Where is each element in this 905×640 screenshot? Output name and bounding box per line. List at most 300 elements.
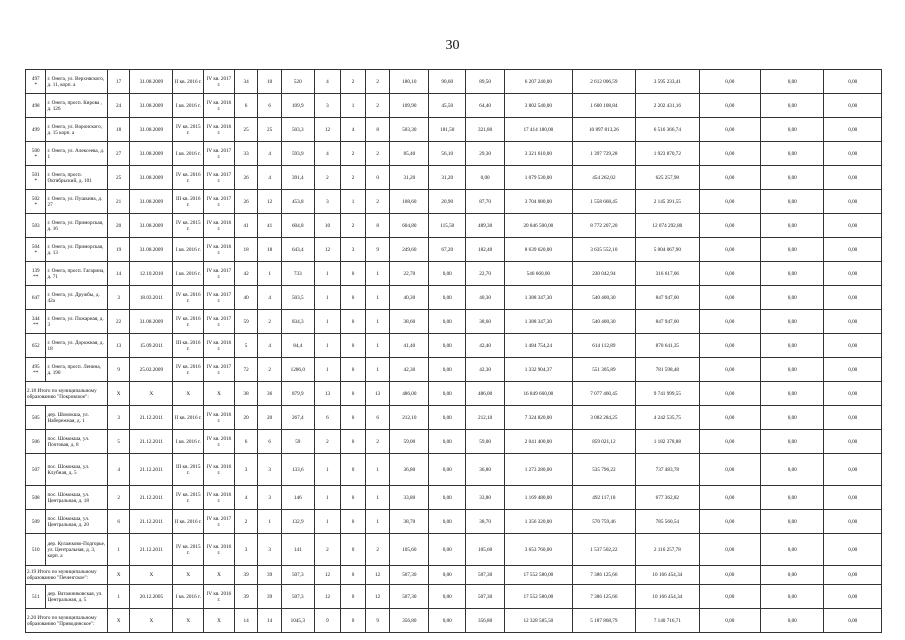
table-cell: 546 660,00	[505, 262, 573, 286]
table-cell: 510	[26, 534, 46, 566]
table-cell: 9	[365, 609, 390, 633]
table-cell: IV кв. 2016 г.	[204, 585, 235, 609]
table-cell: 344 **	[26, 310, 46, 334]
table-cell: X	[107, 609, 130, 633]
table-cell: г. Онега, просп. Октябрьский, д. 101	[46, 166, 107, 190]
table-cell: 2	[314, 534, 341, 566]
table-cell: 0,00	[429, 358, 466, 382]
table-cell: 0,00	[824, 486, 882, 510]
table-cell: IV кв. 2016 г.	[173, 358, 204, 382]
table-cell: 499	[26, 118, 46, 142]
table-cell: 17 552 580,00	[505, 566, 573, 585]
table-cell: 1 332 904,37	[505, 358, 573, 382]
table-cell: 41	[234, 214, 258, 238]
table-cell: 0,00	[466, 166, 505, 190]
table-cell: 0,00	[761, 609, 824, 633]
table-cell: 511	[26, 585, 46, 609]
table-cell: 39	[258, 585, 282, 609]
table-cell: 0,00	[429, 262, 466, 286]
subtotal-row	[26, 566, 882, 585]
table-cell: II кв. 2016 г.	[173, 70, 204, 94]
subtotal-label: 2.19 Итого по муниципальному образованию "Печенгское":	[26, 566, 108, 585]
table-cell: IV кв. 2016 г.	[204, 430, 235, 454]
table-cell: 8	[365, 214, 390, 238]
table-cell: 0,00	[699, 609, 760, 633]
table-cell: 0,00	[761, 454, 824, 486]
table-cell: 3 635 552,10	[572, 238, 635, 262]
table-cell: 0,00	[699, 430, 760, 454]
table-cell: 4	[258, 166, 282, 190]
table-cell: 18	[107, 118, 130, 142]
table-cell: 6	[365, 406, 390, 430]
table-cell: X	[107, 566, 130, 585]
table-cell: 12	[314, 585, 341, 609]
table-cell: 0,00	[824, 534, 882, 566]
table-cell: 89,50	[466, 70, 505, 94]
table-cell: IV кв. 2015 г.	[173, 486, 204, 510]
table-cell: 40	[234, 286, 258, 310]
table-cell: 59	[234, 310, 258, 334]
table-cell: 230 042,94	[572, 262, 635, 286]
table-row	[26, 286, 882, 310]
table-row	[26, 142, 882, 166]
table-cell: 647	[26, 286, 46, 310]
table-cell: 5	[107, 430, 130, 454]
table-cell: 33	[234, 142, 258, 166]
table-cell: 1 169 480,00	[505, 486, 573, 510]
table-cell: 0	[341, 510, 366, 534]
table-cell: 3	[258, 454, 282, 486]
table-cell: 56,10	[429, 142, 466, 166]
table-cell: 507	[26, 454, 46, 486]
table-row	[26, 334, 882, 358]
table-cell: 10 897 813,26	[572, 118, 635, 142]
table-cell: 181,50	[429, 118, 466, 142]
table-cell: 0	[341, 430, 366, 454]
table-cell: 0,00	[824, 142, 882, 166]
table-cell: 0,00	[429, 382, 466, 406]
table-cell: IV кв. 2017 г.	[204, 142, 235, 166]
table-cell: 486,00	[466, 382, 505, 406]
table-cell: 0,00	[761, 534, 824, 566]
table-cell: 498	[26, 94, 46, 118]
table-cell: 1	[365, 334, 390, 358]
table-cell: 0,00	[824, 310, 882, 334]
table-cell: 0,00	[824, 262, 882, 286]
table-cell: 39	[234, 566, 258, 585]
table-cell: 12 074 292,80	[636, 214, 699, 238]
table-row	[26, 190, 882, 214]
table-cell: 834,3	[281, 310, 314, 334]
table-cell: X	[173, 609, 204, 633]
table-row	[26, 310, 882, 334]
table-cell: г. Онега, ул. Дружбы, д. 42а	[46, 286, 107, 310]
table-cell: 1 356 320,00	[505, 510, 573, 534]
table-cell: IV кв. 2015 г.	[173, 214, 204, 238]
subtotal-row	[26, 609, 882, 633]
table-cell: 0,00	[761, 214, 824, 238]
table-cell: 0,00	[761, 406, 824, 430]
table-cell: 9	[314, 609, 341, 633]
table-cell: 42,30	[390, 358, 429, 382]
table-cell: 2	[365, 190, 390, 214]
table-cell: 22,70	[390, 262, 429, 286]
table-cell: 0,00	[824, 382, 882, 406]
table-cell: 0,00	[429, 534, 466, 566]
table-cell: 105,60	[466, 534, 505, 566]
table-cell: 0	[341, 334, 366, 358]
table-cell: 0	[341, 534, 366, 566]
table-cell: IV кв. 2016 г.	[204, 406, 235, 430]
table-cell: 0,00	[429, 406, 466, 430]
table-cell: 59,00	[390, 430, 429, 454]
table-cell: 31.08.2009	[130, 70, 173, 94]
table-cell: 551 305,89	[572, 358, 635, 382]
table-cell: 507,30	[390, 566, 429, 585]
table-cell: 20 846 500,00	[505, 214, 573, 238]
table-row	[26, 118, 882, 142]
table-cell: 0,00	[699, 94, 760, 118]
table-cell: 38,60	[390, 310, 429, 334]
table-cell: 1	[314, 454, 341, 486]
table-cell: 12	[314, 566, 341, 585]
table-cell: 18.03.2011	[130, 286, 173, 310]
table-cell: 7 324 820,00	[505, 406, 573, 430]
page-number: 30	[445, 38, 460, 53]
table-cell: 1	[365, 262, 390, 286]
table-cell: 42	[234, 262, 258, 286]
table-cell: 503	[26, 214, 46, 238]
table-cell: 4	[258, 142, 282, 166]
table-row	[26, 406, 882, 430]
table-cell: X	[173, 566, 204, 585]
table-cell: 0,00	[429, 585, 466, 609]
table-cell: 42,30	[466, 358, 505, 382]
table-cell: дер. Шомокша, ул. Набережная, д. 1	[46, 406, 107, 430]
table-cell: 509	[26, 510, 46, 534]
table-cell: 7 077 460,45	[572, 382, 635, 406]
table-cell: 15.09.2011	[130, 334, 173, 358]
table-cell: 391,4	[281, 166, 314, 190]
table-cell: 454 262,02	[572, 166, 635, 190]
table-cell: 36,80	[466, 454, 505, 486]
table-cell: 0,00	[761, 190, 824, 214]
table-row	[26, 585, 882, 609]
table-cell: 503,3	[281, 118, 314, 142]
table-cell: 2	[341, 214, 366, 238]
table-cell: IV кв. 2015 г.	[173, 534, 204, 566]
table-cell: IV кв. 2017 г.	[204, 70, 235, 94]
table-cell: 0,00	[699, 142, 760, 166]
table-cell: IV кв. 2017 г.	[204, 286, 235, 310]
table-cell: 8 639 620,00	[505, 238, 573, 262]
table-cell: 1	[365, 310, 390, 334]
table-cell: 0,00	[699, 358, 760, 382]
table-cell: 2	[314, 430, 341, 454]
table-cell: 0,00	[429, 430, 466, 454]
table-cell: 3 802 540,00	[505, 94, 573, 118]
table-cell: I кв. 2016 г.	[173, 238, 204, 262]
table-cell: 6	[258, 430, 282, 454]
table-cell: 0,00	[699, 262, 760, 286]
table-cell: 0,00	[429, 486, 466, 510]
table-cell: 12	[314, 238, 341, 262]
table-cell: 0	[341, 310, 366, 334]
table-cell: 1	[314, 486, 341, 510]
table-cell: 1	[258, 510, 282, 534]
table-cell: 12.10.2010	[130, 262, 173, 286]
table-cell: IV кв. 2017 г.	[204, 358, 235, 382]
table-cell: 1	[365, 486, 390, 510]
table-cell: 0	[365, 166, 390, 190]
table-cell: 1	[365, 358, 390, 382]
table-cell: 0,00	[699, 310, 760, 334]
table-cell: 36	[258, 382, 282, 406]
table-cell: 540 400,30	[572, 310, 635, 334]
table-cell: г. Онега, ул. Пожарная, д. 3	[46, 310, 107, 334]
table-cell: 59,00	[466, 430, 505, 454]
table-cell: 20	[258, 406, 282, 430]
table-cell: X	[204, 382, 235, 406]
table-cell: IV кв. 2017 г.	[204, 190, 235, 214]
table-cell: 10	[258, 70, 282, 94]
table-cell: 0,00	[824, 70, 882, 94]
table-cell: 2	[314, 166, 341, 190]
table-row	[26, 510, 882, 534]
table-cell: 20	[234, 406, 258, 430]
table-cell: 3 082 284,25	[572, 406, 635, 430]
table-cell: 0,00	[429, 334, 466, 358]
table-cell: 0	[341, 486, 366, 510]
table-cell: 72	[234, 358, 258, 382]
table-cell: 67,20	[429, 238, 466, 262]
table-cell: 1	[314, 286, 341, 310]
table-cell: 0,00	[429, 566, 466, 585]
table-cell: 9 741 999,55	[636, 382, 699, 406]
table-cell: 0,00	[824, 358, 882, 382]
table-cell: 0,00	[699, 406, 760, 430]
table-cell: 38,60	[466, 310, 505, 334]
table-cell: 6	[234, 94, 258, 118]
table-cell: 84,4	[281, 334, 314, 358]
table-cell: 0,00	[761, 70, 824, 94]
table-cell: X	[130, 566, 173, 585]
table-cell: 2	[341, 70, 366, 94]
table-cell: 0,00	[761, 94, 824, 118]
table-cell: 1 182 378,88	[636, 430, 699, 454]
register-table	[25, 69, 882, 633]
table-cell: г. Онега, ул. Пушкина, д. 27	[46, 190, 107, 214]
table-cell: г. Онега, ул. Верхняского, д. 11, корп. а	[46, 70, 107, 94]
table-cell: 0,00	[699, 454, 760, 486]
table-cell: 535 796,22	[572, 454, 635, 486]
table-cell: 1	[365, 510, 390, 534]
table-cell: 3	[258, 486, 282, 510]
table-cell: г. Онега, ул. Алексеева, д. 1	[46, 142, 107, 166]
table-cell: 0,00	[824, 406, 882, 430]
table-cell: 25	[107, 166, 130, 190]
table-cell: 34	[234, 70, 258, 94]
table-cell: 45,50	[429, 94, 466, 118]
table-cell: 859 021,12	[572, 430, 635, 454]
table-cell: 4	[314, 142, 341, 166]
table-cell: 520	[281, 70, 314, 94]
table-cell: 16 849 660,00	[505, 382, 573, 406]
table-cell: 31.08.2009	[130, 190, 173, 214]
table-cell: 1	[341, 190, 366, 214]
table-cell: 21.12.2011	[130, 430, 173, 454]
table-cell: 643,4	[281, 238, 314, 262]
table-cell: 453,8	[281, 190, 314, 214]
table-cell: 503,30	[390, 118, 429, 142]
table-row	[26, 70, 882, 94]
table-cell: IV кв. 2016 г.	[204, 534, 235, 566]
table-cell: 593,9	[281, 142, 314, 166]
table-cell: 18	[258, 238, 282, 262]
table-cell: 87,70	[466, 190, 505, 214]
table-cell: 21.12.2011	[130, 510, 173, 534]
table-cell: 0,00	[824, 510, 882, 534]
table-cell: 0,00	[824, 238, 882, 262]
table-cell: 625 257,98	[636, 166, 699, 190]
table-cell: II кв. 2016 г.	[173, 510, 204, 534]
table-cell: 1 388 347,30	[505, 310, 573, 334]
table-cell: 570 759,46	[572, 510, 635, 534]
table-cell: 507,30	[390, 585, 429, 609]
table-cell: 1	[341, 94, 366, 118]
table-cell: 504 *	[26, 238, 46, 262]
table-cell: 1	[107, 534, 130, 566]
table-cell: 17 552 580,00	[505, 585, 573, 609]
table-cell: 0	[341, 286, 366, 310]
table-cell: 19	[107, 238, 130, 262]
table-cell: 1 923 870,72	[636, 142, 699, 166]
table-cell: I кв. 2016 г.	[173, 142, 204, 166]
table-cell: 321,80	[466, 118, 505, 142]
table-cell: 1	[314, 262, 341, 286]
table-cell: 7 386 125,66	[572, 585, 635, 609]
table-cell: 507,3	[281, 585, 314, 609]
table-cell: IV кв. 2016 г.	[204, 486, 235, 510]
table-cell: 17	[107, 70, 130, 94]
table-cell: X	[107, 382, 130, 406]
table-cell: 212,10	[466, 406, 505, 430]
table-cell: 502 *	[26, 190, 46, 214]
table-cell: 24	[107, 94, 130, 118]
table-cell: 2	[365, 94, 390, 118]
table-row	[26, 358, 882, 382]
table-cell: 26	[234, 190, 258, 214]
table-cell: г. Онега, ул. Приморская, д. 13	[46, 238, 107, 262]
table-cell: 733	[281, 262, 314, 286]
table-cell: 146	[281, 486, 314, 510]
table-cell: 0,00	[761, 358, 824, 382]
table-cell: IV кв. 2016 г.	[173, 310, 204, 334]
table-cell: 0,00	[824, 334, 882, 358]
table-cell: IV кв. 2015 г.	[173, 118, 204, 142]
table-cell: 2	[365, 142, 390, 166]
table-cell: г. Онега, ул. Дорожная, д. 18	[46, 334, 107, 358]
table-cell: 3 704 080,00	[505, 190, 573, 214]
table-cell: 108,60	[390, 190, 429, 214]
table-cell: 3	[314, 94, 341, 118]
table-cell: III кв. 2016 г.	[173, 334, 204, 358]
table-cell: 0,00	[824, 214, 882, 238]
table-cell: 22,70	[466, 262, 505, 286]
table-cell: 0,00	[699, 238, 760, 262]
table-cell: 10	[314, 214, 341, 238]
table-cell: 0,00	[761, 262, 824, 286]
table-cell: 0	[341, 454, 366, 486]
table-cell: 3	[341, 238, 366, 262]
table-cell: 0,00	[761, 510, 824, 534]
table-cell: 13	[365, 382, 390, 406]
table-cell: X	[130, 382, 173, 406]
table-row	[26, 214, 882, 238]
table-cell: 21.12.2011	[130, 406, 173, 430]
table-cell: 0,00	[824, 454, 882, 486]
table-cell: 267,4	[281, 406, 314, 430]
table-cell: IV кв. 2016 г.	[173, 166, 204, 190]
table-cell: 0	[341, 358, 366, 382]
table-cell: I кв. 2016 г.	[173, 430, 204, 454]
table-cell: 0,00	[429, 286, 466, 310]
table-cell: 5	[234, 334, 258, 358]
table-cell: 0,00	[699, 510, 760, 534]
table-cell: 141	[281, 534, 314, 566]
table-cell: 0	[341, 406, 366, 430]
table-cell: 4 242 535,75	[636, 406, 699, 430]
table-cell: 13	[314, 382, 341, 406]
table-cell: 14	[107, 262, 130, 286]
table-cell: 26	[234, 166, 258, 190]
table-cell: 847 947,00	[636, 286, 699, 310]
table-cell: 6 207 240,00	[505, 70, 573, 94]
table-cell: 6	[258, 94, 282, 118]
table-cell: 7 386 125,66	[572, 566, 635, 585]
table-cell: 0,00	[699, 534, 760, 566]
table-cell: IV кв. 2016 г.	[204, 94, 235, 118]
table-cell: III кв. 2015 г.	[173, 454, 204, 486]
table-cell: 2 202 431,16	[636, 94, 699, 118]
table-cell: 38,70	[466, 510, 505, 534]
table-cell: 501 *	[26, 166, 46, 190]
table-cell: 6	[107, 510, 130, 534]
table-cell: 22	[107, 310, 130, 334]
table-cell: X	[204, 566, 235, 585]
table-cell: дер. Кулажково-Подгорье, ул. Центральная, д. 3, корп. а	[46, 534, 107, 566]
table-cell: 1	[314, 510, 341, 534]
table-cell: г. Онега, просп. Кирова , д. 126	[46, 94, 107, 118]
table-cell: 1045,3	[281, 609, 314, 633]
table-cell: IV кв. 2017 г.	[204, 310, 235, 334]
table-cell: 2	[107, 486, 130, 510]
table-cell: 31,20	[390, 166, 429, 190]
table-row	[26, 94, 882, 118]
table-cell: 25.02.2009	[130, 358, 173, 382]
table-cell: 0,00	[699, 190, 760, 214]
table-cell: 4	[107, 454, 130, 486]
table-row	[26, 454, 882, 486]
table-cell: 18	[234, 238, 258, 262]
table-cell: 3	[107, 286, 130, 310]
table-cell: 41,40	[390, 334, 429, 358]
table-cell: 879,9	[281, 382, 314, 406]
table-cell: 4	[314, 70, 341, 94]
table-cell: 0,00	[761, 286, 824, 310]
table-cell: 847 947,00	[636, 310, 699, 334]
table-cell: дер. Ватажниковская, ул. Центральная, д. 5	[46, 585, 107, 609]
